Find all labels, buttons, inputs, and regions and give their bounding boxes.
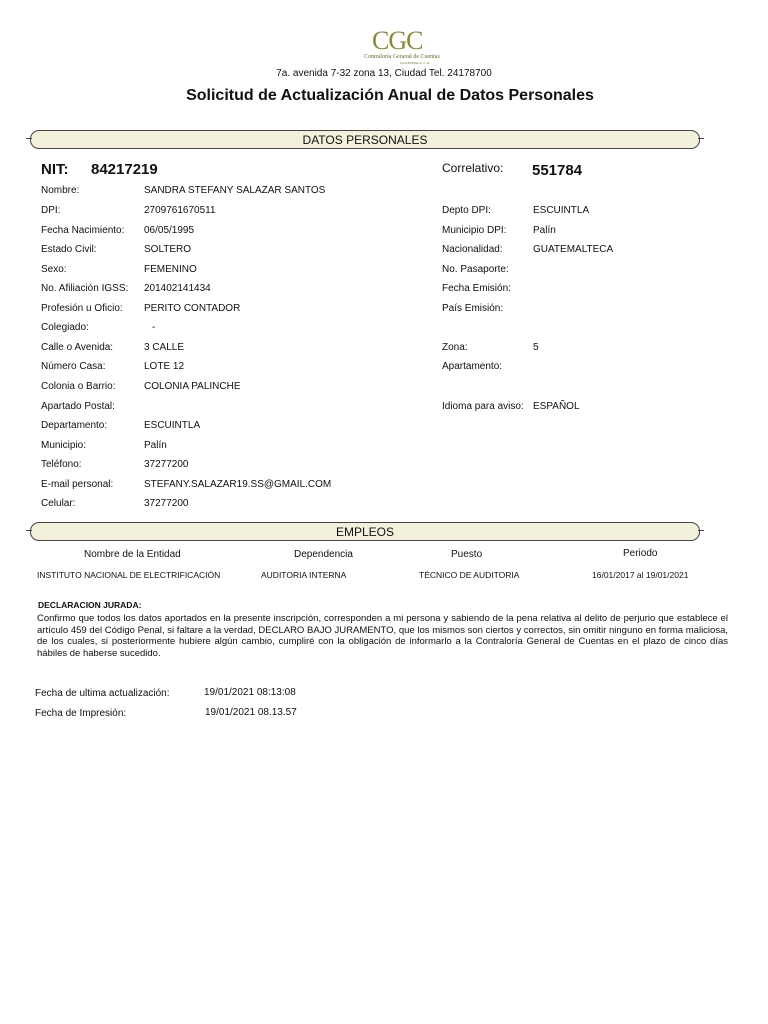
field-value-municipio: Palín [144,440,167,451]
section-title-datos-personales: DATOS PERSONALES [302,133,428,147]
nit-label: NIT: [41,161,69,178]
field-label-e-mail-personal: E-mail personal: [41,479,114,490]
field-value-estado-civil: SOLTERO [144,244,192,255]
field-label-departamento: Departamento: [41,420,108,431]
field-value-fecha-nacimiento: 06/05/1995 [144,225,195,236]
correlativo-value: 551784 [532,162,583,179]
field-label-nombre: Nombre: [41,185,80,196]
field-value-colonia-o-barrio: COLONIA PALINCHE [144,381,241,392]
nit-value: 84217219 [91,161,158,178]
field-label-zona: Zona: [442,342,468,353]
field-label-celular: Celular: [41,498,76,509]
field-label-depto-dpi: Depto DPI: [442,205,491,216]
bar-line-left [26,138,32,139]
print-date-value: 19/01/2021 08.13.57 [205,707,297,718]
emp-cell-puesto: TÉCNICO DE AUDITORIA [419,570,520,580]
emp-header-puesto: Puesto [451,549,483,560]
field-label-apartamento: Apartamento: [442,361,503,372]
section-bar-empleos [30,522,700,541]
field-value-municipio-dpi: Palín [533,225,556,236]
field-label-fecha-emision: Fecha Emisión: [442,283,511,294]
field-value-dpi: 2709761670511 [144,205,216,216]
field-value-nacionalidad: GUATEMALTECA [533,244,614,255]
field-label-sexo: Sexo: [41,264,67,275]
logo-name: Contraloría General de Cuentas [364,54,440,60]
print-date-label: Fecha de Impresión: [35,708,127,719]
field-value-colegiado: - [152,322,156,333]
field-value-no-afiliacion-igss: 201402141434 [144,283,211,294]
field-value-nombre: SANDRA STEFANY SALAZAR SANTOS [144,185,326,196]
field-label-calle-o-avenida: Calle o Avenida: [41,342,114,353]
declaration-text: Confirmo que todos los datos aportados en la presente inscripción, corresponden a mi persona y sabiendo de la pena relativa al delito de perjurio que establece el artículo 459 del Código Penal, si faltare a la verdad, DECLARO BAJO JURAMENTO, que los mismos son ciertos y correctos, sin omitir ninguno en forma maliciosa, de los cuales, si posteriormente hubiere algún cambio, cumpliré con la obligación de informarlo a la Contraloría General de Cuentas en el plazo de cinco días hábiles de haberse sucedido. [37,613,728,659]
field-value-profesion-u-oficio: PERITO CONTADOR [144,303,241,314]
field-label-idioma-para-aviso: Idioma para aviso: [442,401,524,412]
field-value-numero-casa: LOTE 12 [144,361,185,372]
field-value-idioma-para-aviso: ESPAÑOL [533,401,580,412]
field-value-depto-dpi: ESCUINTLA [533,205,590,216]
field-label-numero-casa: Número Casa: [41,361,106,372]
emp-cell-entidad: INSTITUTO NACIONAL DE ELECTRIFICACIÓN [37,570,221,580]
field-value-calle-o-avenida: 3 CALLE [144,342,185,353]
bar-line-right [698,530,704,531]
logo-mark: CGC [372,26,423,55]
field-value-departamento: ESCUINTLA [144,420,201,431]
field-value-zona: 5 [533,342,539,353]
field-label-dpi: DPI: [41,205,61,216]
field-label-apartado-postal: Apartado Postal: [41,401,115,412]
field-label-municipio-dpi: Municipio DPI: [442,225,507,236]
section-bar-datos-personales [30,130,700,149]
section-title-empleos: EMPLEOS [335,525,395,539]
page-title: Solicitud de Actualización Anual de Datos Personales [186,87,594,104]
emp-header-dependencia: Dependencia [294,549,353,560]
field-label-estado-civil: Estado Civil: [41,244,97,255]
declaration-title: DECLARACION JURADA: [38,600,142,610]
address-line: 7a. avenida 7-32 zona 13, Ciudad Tel. 24178700 [276,68,492,79]
field-label-municipio: Municipio: [41,440,87,451]
field-value-telefono: 37277200 [144,459,189,470]
logo-country: GUATEMALA, C.A. [400,61,431,65]
emp-cell-periodo: 16/01/2017 al 19/01/2021 [592,570,689,580]
last-update-label: Fecha de ultima actualización: [35,688,170,699]
field-value-sexo: FEMENINO [144,264,197,275]
field-value-celular: 37277200 [144,498,189,509]
bar-line-right [698,138,704,139]
field-value-e-mail-personal: STEFANY.SALAZAR19.SS@GMAIL.COM [144,479,332,490]
cgc-logo [364,26,460,68]
correlativo-label: Correlativo: [442,161,504,175]
field-label-colonia-o-barrio: Colonia o Barrio: [41,381,116,392]
field-label-telefono: Teléfono: [41,459,82,470]
emp-header-periodo: Periodo [623,548,658,559]
field-label-no-afiliacion-igss: No. Afiliación IGSS: [41,283,129,294]
field-label-pais-emision: País Emisión: [442,303,504,314]
field-label-no-pasaporte: No. Pasaporte: [442,264,509,275]
emp-cell-dependencia: AUDITORIA INTERNA [261,570,347,580]
field-label-colegiado: Colegiado: [41,322,89,333]
field-label-profesion-u-oficio: Profesión u Oficio: [41,303,123,314]
field-label-nacionalidad: Nacionalidad: [442,244,503,255]
emp-header-entidad: Nombre de la Entidad [84,549,181,560]
bar-line-left [26,530,32,531]
field-label-fecha-nacimiento: Fecha Nacimiento: [41,225,125,236]
last-update-value: 19/01/2021 08:13:08 [204,687,296,698]
